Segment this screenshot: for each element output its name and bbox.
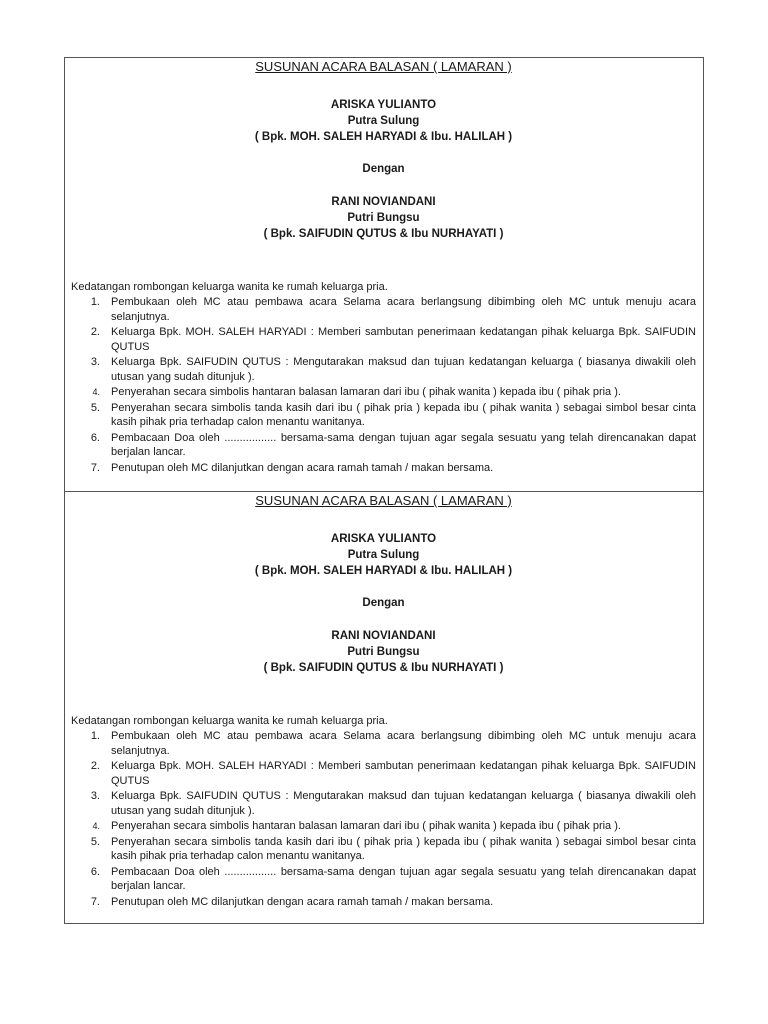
bride-name: RANI NOVIANDANI xyxy=(331,196,436,208)
step-text: Pembacaan Doa oleh ................. bersama-sama dengan tujuan agar segala sesuatu yang telah direncanakan dapat berjalan lancar. xyxy=(111,865,696,892)
step-number: 5. xyxy=(90,835,100,848)
intro-text: Kedatangan rombongan keluarga wanita ke rumah keluarga pria. xyxy=(71,715,388,727)
bride-role: Putri Bungsu xyxy=(347,212,420,224)
step-number: 2. xyxy=(90,760,100,772)
step-text: Keluarga Bpk. MOH. SALEH HARYADI : Memberi sambutan penerimaan kedatangan pihak keluarga Bpk. SAIFUDIN QUTUS xyxy=(111,760,696,787)
step-text: Penyerahan secara simbolis hantaran balasan lamaran dari ibu ( pihak wanita ) kepada ibu ( pihak pria ). xyxy=(111,820,621,832)
step-text: Pembacaan Doa oleh ................. bersama-sama dengan tujuan agar segala sesuatu yang telah direncanakan dapat berjalan lancar. xyxy=(111,431,696,458)
bride-name: RANI NOVIANDANI xyxy=(331,630,436,642)
step-number: 3. xyxy=(90,790,100,802)
list-item xyxy=(71,835,696,864)
bride-block xyxy=(71,194,696,242)
list-item xyxy=(71,461,696,476)
groom-block xyxy=(71,531,696,579)
step-number: 3. xyxy=(90,356,100,368)
list-item xyxy=(71,819,696,834)
list-item xyxy=(71,431,696,460)
groom-parents: ( Bpk. MOH. SALEH HARYADI & Ibu. HALILAH ) xyxy=(254,131,513,143)
step-text: Penyerahan secara simbolis hantaran balasan lamaran dari ibu ( pihak wanita ) kepada ibu ( pihak pria ). xyxy=(111,386,621,398)
groom-name: ARISKA YULIANTO xyxy=(330,533,437,545)
step-number: 1. xyxy=(90,296,100,308)
step-text: Pembukaan oleh MC atau pembawa acara Selama acara berlangsung dibimbing oleh MC untuk menuju acara selanjutnya. xyxy=(111,296,696,323)
list-item xyxy=(71,401,696,430)
step-text: Penyerahan secara simbolis tanda kasih dari ibu ( pihak pria ) kepada ibu ( pihak wanita ) sebagai simbol besar cinta kasih pihak pria terhadap calon menantu wanitanya. xyxy=(111,401,696,428)
step-number: 4. xyxy=(92,821,100,831)
step-text: Keluarga Bpk. SAIFUDIN QUTUS : Mengutarakan maksud dan tujuan kedatangan keluarga ( biasanya diwakili oleh utusan yang sudah ditunjuk ). xyxy=(111,356,696,383)
groom-role: Putra Sulung xyxy=(347,115,420,127)
step-text: Keluarga Bpk. MOH. SALEH HARYADI : Memberi sambutan penerimaan kedatangan pihak keluarga Bpk. SAIFUDIN QUTUS xyxy=(111,326,696,353)
step-number: 2. xyxy=(90,326,100,338)
groom-parents: ( Bpk. MOH. SALEH HARYADI & Ibu. HALILAH ) xyxy=(254,565,513,577)
step-number: 7. xyxy=(90,895,100,908)
steps-list xyxy=(71,729,696,909)
section-title: SUSUNAN ACARA BALASAN ( LAMARAN ) xyxy=(255,59,512,74)
step-number: 5. xyxy=(90,401,100,414)
bride-parents: ( Bpk. SAIFUDIN QUTUS & Ibu NURHAYATI ) xyxy=(263,662,504,674)
list-item xyxy=(71,789,696,818)
list-item xyxy=(71,729,696,758)
step-text: Penutupan oleh MC dilanjutkan dengan acara ramah tamah / makan bersama. xyxy=(111,895,494,908)
list-item xyxy=(71,325,696,354)
list-item xyxy=(71,865,696,894)
groom-name: ARISKA YULIANTO xyxy=(330,99,437,111)
list-item xyxy=(71,385,696,400)
list-item xyxy=(71,295,696,324)
step-text: Penyerahan secara simbolis tanda kasih dari ibu ( pihak pria ) kepada ibu ( pihak wanita ) sebagai simbol besar cinta kasih pihak pria terhadap calon menantu wanitanya. xyxy=(111,835,696,862)
document-table xyxy=(64,57,704,924)
list-item xyxy=(71,895,696,910)
list-item xyxy=(71,759,696,788)
step-text: Keluarga Bpk. SAIFUDIN QUTUS : Mengutarakan maksud dan tujuan kedatangan keluarga ( biasanya diwakili oleh utusan yang sudah ditunjuk ). xyxy=(111,790,696,817)
step-number: 6. xyxy=(90,431,100,444)
step-text: Penutupan oleh MC dilanjutkan dengan acara ramah tamah / makan bersama. xyxy=(111,461,494,474)
step-number: 7. xyxy=(90,461,100,474)
groom-block xyxy=(71,97,696,145)
step-number: 4. xyxy=(92,387,100,397)
section-title: SUSUNAN ACARA BALASAN ( LAMARAN ) xyxy=(255,493,512,508)
steps-list xyxy=(71,295,696,475)
connector-text: Dengan xyxy=(362,597,405,609)
bride-parents: ( Bpk. SAIFUDIN QUTUS & Ibu NURHAYATI ) xyxy=(263,228,504,240)
section-1 xyxy=(65,59,703,491)
step-number: 1. xyxy=(90,730,100,742)
connector-text: Dengan xyxy=(362,163,405,175)
section-2 xyxy=(65,491,703,923)
list-item xyxy=(71,355,696,384)
step-number: 6. xyxy=(90,865,100,878)
intro-text: Kedatangan rombongan keluarga wanita ke rumah keluarga pria. xyxy=(71,281,388,293)
step-text: Pembukaan oleh MC atau pembawa acara Selama acara berlangsung dibimbing oleh MC untuk menuju acara selanjutnya. xyxy=(111,730,696,757)
bride-role: Putri Bungsu xyxy=(347,646,420,658)
bride-block xyxy=(71,628,696,676)
groom-role: Putra Sulung xyxy=(347,549,420,561)
